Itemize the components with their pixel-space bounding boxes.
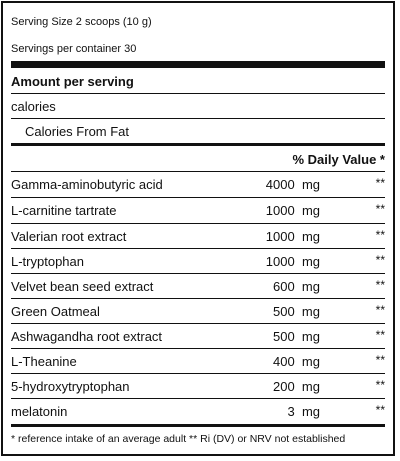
nutrient-name: 5-hydroxytryptophan: [11, 379, 130, 394]
nutrient-daily-value: **: [375, 353, 385, 367]
nutrient-amount: 200 mg: [273, 379, 320, 394]
nutrient-amount: 4000 mg: [265, 177, 320, 192]
nutrient-amount: 3 mg: [287, 404, 320, 419]
nutrient-amount: 500 mg: [273, 329, 320, 344]
divider: [11, 93, 385, 94]
nutrient-name: Velvet bean seed extract: [11, 279, 154, 294]
nutrient-name: L-Theanine: [11, 354, 77, 369]
amount-per-serving-heading: Amount per serving: [11, 74, 134, 89]
calories-label: calories: [11, 99, 56, 114]
nutrient-amount: 1000 mg: [265, 203, 320, 218]
nutrient-row: [11, 374, 385, 399]
nutrient-name: Valerian root extract: [11, 229, 127, 244]
nutrient-amount: 400 mg: [273, 354, 320, 369]
nutrient-row: [11, 324, 385, 349]
nutrient-name: L-carnitine tartrate: [11, 203, 117, 218]
nutrient-amount: 1000 mg: [265, 254, 320, 269]
nutrient-name: Green Oatmeal: [11, 304, 100, 319]
nutrient-daily-value: **: [375, 202, 385, 216]
nutrient-row: [11, 299, 385, 324]
medium-divider: [11, 143, 385, 146]
nutrient-row: [11, 274, 385, 299]
nutrient-name: Ashwagandha root extract: [11, 329, 163, 344]
footnote: * reference intake of an average adult ** Ri (DV) or NRV not established: [11, 433, 346, 445]
nutrient-name: L-tryptophan: [11, 254, 84, 269]
nutrient-name: melatonin: [11, 404, 68, 419]
nutrient-row: [11, 399, 385, 424]
nutrient-daily-value: **: [375, 253, 385, 267]
nutrient-row: [11, 349, 385, 374]
nutrient-row: [11, 172, 385, 197]
nutrient-name: Gamma-aminobutyric acid: [11, 177, 163, 192]
nutrient-row: [11, 249, 385, 274]
servings-per-container: Servings per container 30: [11, 43, 137, 55]
nutrient-daily-value: **: [375, 378, 385, 392]
medium-divider: [11, 424, 385, 427]
nutrient-daily-value: **: [375, 228, 385, 242]
nutrient-daily-value: **: [375, 403, 385, 417]
nutrition-facts-panel: [1, 1, 395, 456]
nutrient-row: [11, 198, 385, 223]
nutrient-amount: 500 mg: [273, 304, 320, 319]
nutrient-row: [11, 224, 385, 249]
nutrient-daily-value: **: [375, 303, 385, 317]
divider: [11, 118, 385, 119]
nutrient-daily-value: **: [375, 328, 385, 342]
nutrient-amount: 600 mg: [273, 279, 320, 294]
calories-from-fat-label: Calories From Fat: [25, 124, 130, 139]
nutrient-daily-value: **: [375, 176, 385, 190]
serving-size: Serving Size 2 scoops (10 g): [11, 16, 152, 28]
daily-value-header: % Daily Value *: [292, 152, 385, 167]
nutrient-amount: 1000 mg: [265, 229, 320, 244]
thick-divider: [11, 61, 385, 68]
nutrient-daily-value: **: [375, 278, 385, 292]
